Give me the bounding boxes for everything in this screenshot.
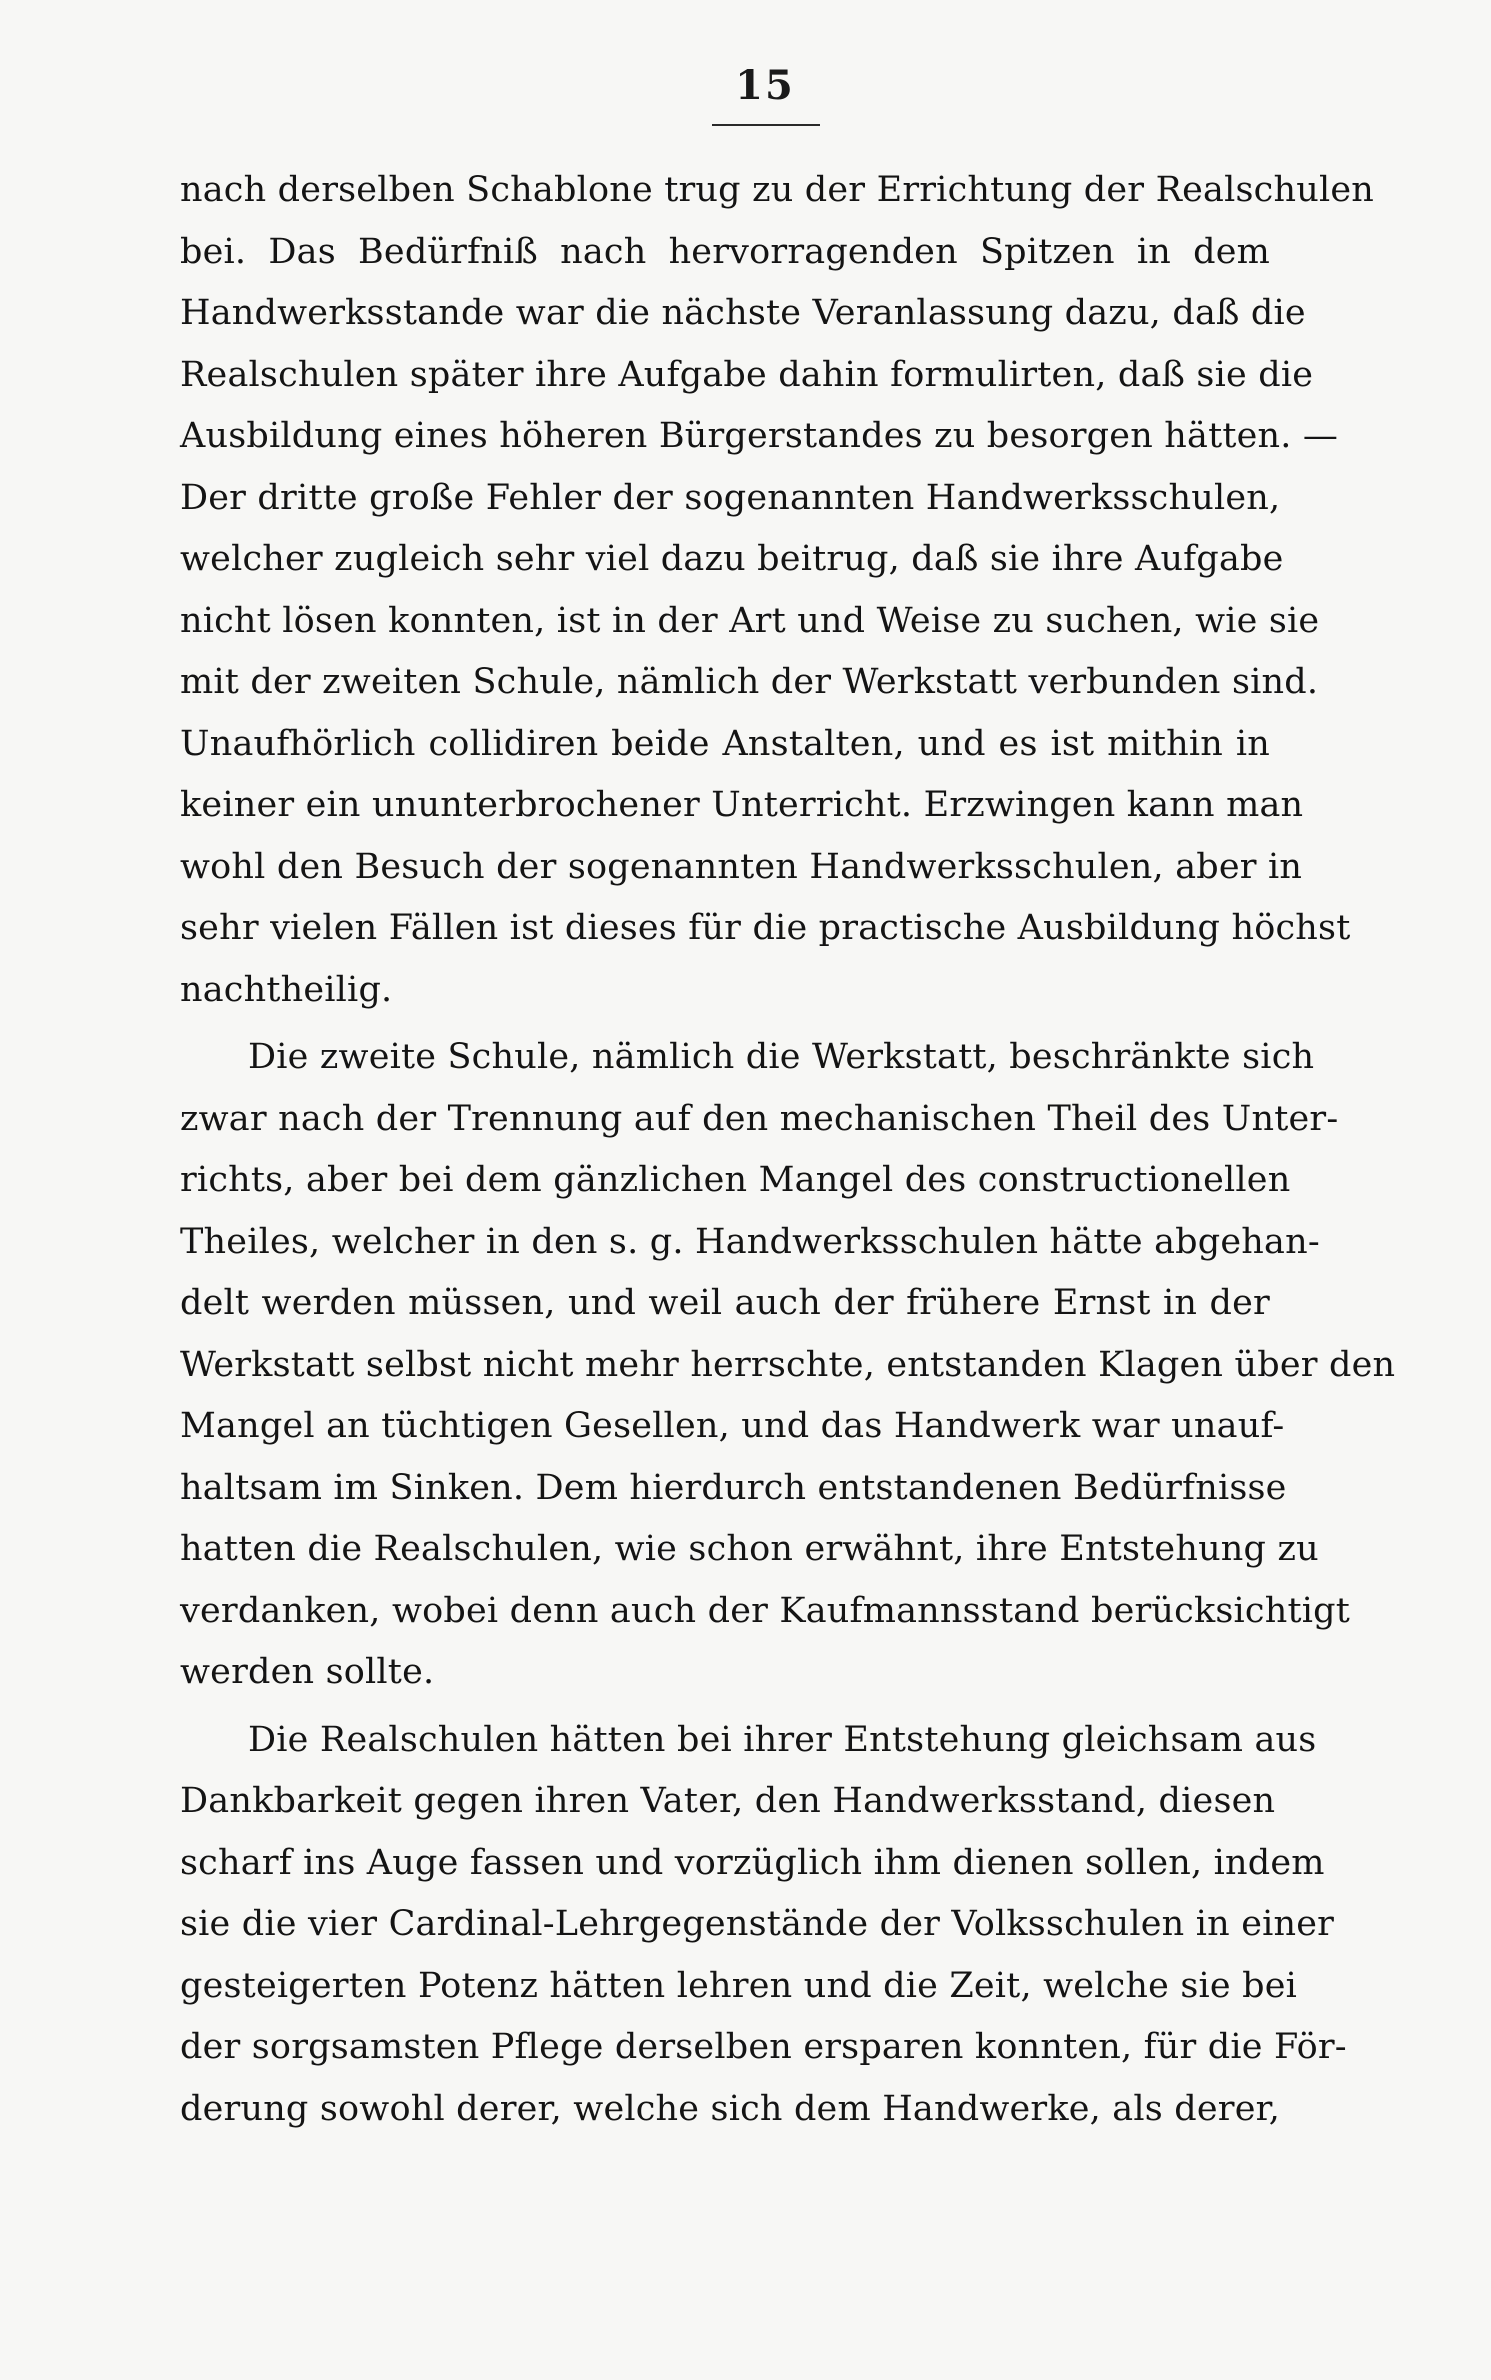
text-line: zwar nach der Trennung auf den mechanischen Theil des Unter- (180, 1098, 1339, 1139)
text-line: derung sowohl derer, welche sich dem Handwerke, als derer, (180, 2088, 1281, 2129)
text-line: delt werden müssen, und weil auch der frühere Ernst in der (180, 1283, 1270, 1323)
text-line: nach derselben Schablone trug zu der Errichtung der Realschulen (180, 170, 1374, 210)
text-line: sie die vier Cardinal-Lehrgegenstände der Volksschulen in einer (180, 1904, 1335, 1944)
text-line: keiner ein ununterbrochener Unterricht. Erzwingen kann man (180, 785, 1304, 825)
text-line: sehr vielen Fällen ist dieses für die practische Ausbildung höchst (180, 908, 1351, 948)
text-line: Realschulen später ihre Aufgabe dahin formulirten, daß sie die (180, 354, 1314, 395)
text-line: Ausbildung eines höheren Bürgerstandes zu besorgen hätten. — (180, 416, 1339, 456)
body-text (180, 160, 1396, 2140)
text-line: Unaufhörlich collidiren beide Anstalten, und es ist mithin in (180, 723, 1270, 764)
text-line: werden sollte. (180, 1652, 435, 1692)
text-line: bei. Das Bedürfniß nach hervorragenden Spitzen in dem (180, 231, 1270, 272)
text-line: richts, aber bei dem gänzlichen Mangel des constructionellen (180, 1160, 1291, 1200)
text-line: gesteigerten Potenz hätten lehren und die Zeit, welche sie bei (180, 1965, 1298, 2006)
text-line: Die zweite Schule, nämlich die Werkstatt, beschränkte sich (248, 1037, 1315, 1077)
text-line: hatten die Realschulen, wie schon erwähnt, ihre Entstehung zu (180, 1529, 1319, 1569)
text-line: Die Realschulen hätten bei ihrer Entstehung gleichsam aus (248, 1719, 1317, 1760)
page-number-rule (712, 124, 820, 126)
text-line: Mangel an tüchtigen Gesellen, und das Handwerk war unauf- (180, 1406, 1285, 1446)
text-line: welcher zugleich sehr viel dazu beitrug, daß sie ihre Aufgabe (180, 539, 1284, 579)
text-line: Werkstatt selbst nicht mehr herrschte, entstanden Klagen über den (180, 1344, 1396, 1385)
text-line: nachtheilig. (180, 969, 393, 1010)
text-line: haltsam im Sinken. Dem hierdurch entstandenen Bedürfnisse (180, 1467, 1287, 1508)
text-line: Handwerksstande war die nächste Veranlassung dazu, daß die (180, 293, 1306, 333)
paragraph-3 (180, 1710, 1347, 2141)
text-line: Theiles, welcher in den s. g. Handwerksschulen hätte abgehan- (180, 1221, 1320, 1262)
text-line: nicht lösen konnten, ist in der Art und Weise zu suchen, wie sie (180, 600, 1320, 641)
paragraph-1 (180, 160, 1374, 1021)
text-line: Dankbarkeit gegen ihren Vater, den Handwerksstand, diesen (180, 1781, 1276, 1821)
text-line: Der dritte große Fehler der sogenannten Handwerksschulen, (180, 477, 1281, 518)
paragraph-2 (180, 1027, 1396, 1704)
text-line: scharf ins Auge fassen und vorzüglich ihm dienen sollen, indem (180, 1842, 1325, 1883)
text-line: der sorgsamsten Pflege derselben ersparen konnten, für die För- (180, 2027, 1347, 2067)
page-number: 15 (735, 62, 795, 109)
text-line: mit der zweiten Schule, nämlich der Werkstatt verbunden sind. (180, 662, 1319, 702)
text-line: wohl den Besuch der sogenannten Handwerksschulen, aber in (180, 846, 1303, 887)
text-line: verdanken, wobei denn auch der Kaufmannsstand berücksichtigt (180, 1590, 1350, 1631)
